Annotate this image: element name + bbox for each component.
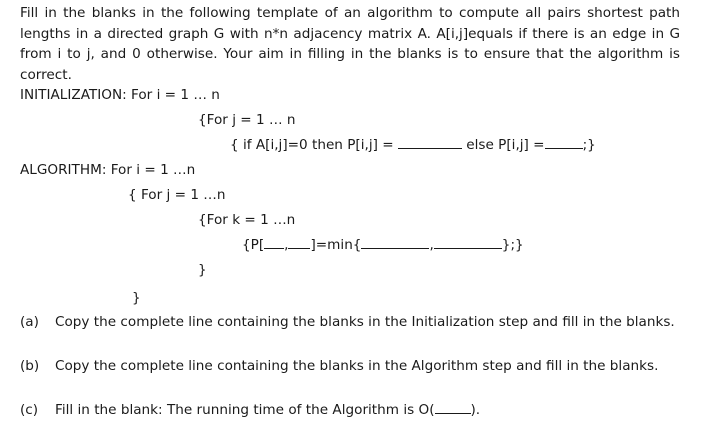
algo-p-text-d: , — [429, 237, 434, 253]
question-b-text: Copy the complete line containing the blanks in the Algorithm step and fill in the blanks. — [55, 358, 659, 374]
question-b-letter: (b) — [20, 358, 40, 374]
question-c-text-a: Fill in the blank: The running time of the Algorithm is O( — [55, 402, 435, 418]
algo-for-j: { For j = 1 …n — [128, 187, 226, 203]
init-label: INITIALIZATION: For i = 1 … n — [20, 87, 220, 103]
algo-p-text-a: {P[ — [242, 237, 265, 253]
init-for-j: {For j = 1 … n — [198, 112, 296, 128]
algo-p-text-c: ]=min{ — [310, 237, 362, 253]
blank-running-time — [435, 401, 471, 414]
problem-intro: Fill in the blanks in the following template of an algorithm to compute all pairs shortest path lengths in a directed graph G with n*n adjacency matrix A. A[i,j]equals if there is an edge in G from i to j, and 0 otherwise. Your aim in filling in the blanks is to ensure that the algorithm is correct. — [20, 5, 680, 83]
question-b — [20, 357, 680, 397]
close-brace-inner: } — [198, 262, 207, 278]
init-if-text-a: { if A[i,j]=0 then P[i,j] = — [230, 137, 398, 153]
algo-label: ALGORITHM: For i = 1 …n — [20, 162, 196, 178]
init-if-text-c: ;} — [582, 137, 596, 153]
question-c-text — [55, 401, 680, 420]
blank-min-arg-1 — [361, 236, 429, 249]
init-if-text-b: else P[i,j] = — [461, 137, 545, 153]
blank-init-then — [398, 136, 462, 149]
question-c — [20, 401, 680, 421]
question-a — [20, 313, 680, 353]
algo-p-text-b: , — [284, 237, 289, 253]
blank-init-else — [545, 136, 583, 149]
question-a-letter: (a) — [20, 314, 39, 330]
algo-for-k: {For k = 1 …n — [198, 212, 296, 228]
algo-p-text-e: };} — [501, 237, 524, 253]
question-c-text-b: ). — [470, 402, 481, 418]
blank-p-index-2 — [288, 236, 310, 249]
question-a-text: Copy the complete line containing the blanks in the Initialization step and fill in the blanks. — [55, 314, 675, 330]
question-c-letter: (c) — [20, 402, 39, 418]
close-brace-outer: } — [132, 290, 141, 306]
blank-p-index-1 — [264, 236, 284, 249]
blank-min-arg-2 — [434, 236, 502, 249]
init-if-line — [230, 135, 596, 155]
algo-p-line — [242, 235, 524, 255]
